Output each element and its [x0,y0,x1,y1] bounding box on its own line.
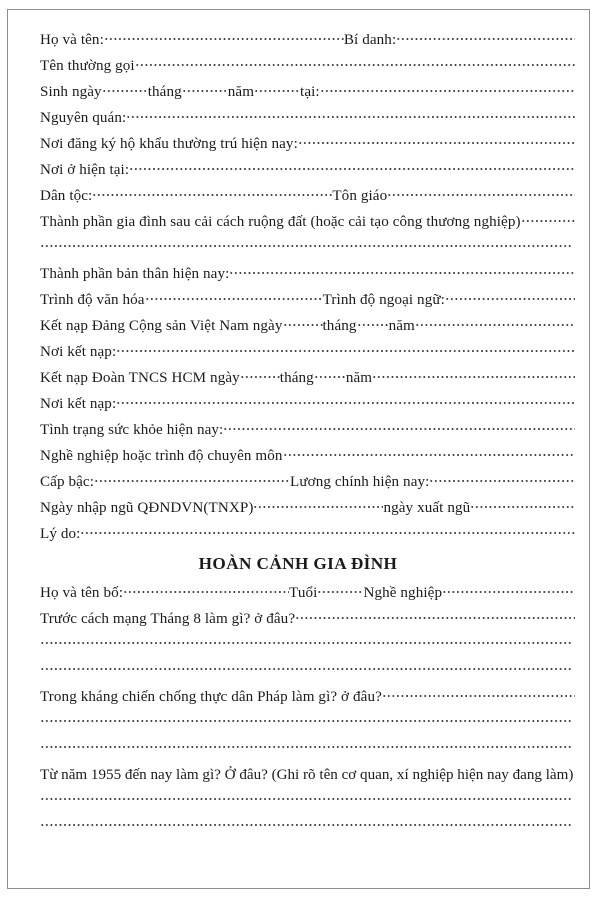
form-line-party-admission-date[interactable] [21,313,575,339]
field-label-before-august-revolution: Trước cách mạng Tháng 8 làm gì? ở đâu? [40,611,296,627]
field-label-birth-year: năm [227,84,255,100]
field-label-discharge-date: ngày xuất ngũ [383,500,471,516]
dotted-leader [40,235,573,251]
form-line-date-of-birth[interactable] [21,79,575,105]
dotted-leader [40,658,573,674]
field-label-common-name: Tên thường gọi [40,58,135,74]
form-line-ethnicity-religion[interactable] [21,183,575,209]
dotted-leader [80,523,575,538]
form-line-common-name[interactable] [21,53,575,79]
field-label-birth-day: Sinh ngày [40,84,102,100]
field-label-religion: Tôn giáo [332,188,388,204]
field-label-personal-class: Thành phần bản thân hiện nay: [40,266,230,282]
field-label-anti-french-resistance: Trong kháng chiến chống thực dân Pháp làm gì? ở đâu? [40,689,382,705]
field-label-enlistment-date: Ngày nhập ngũ QĐNDVN(TNXP) [40,500,254,516]
field-label-father-name: Họ và tên bố: [40,585,124,601]
field-label-reason: Lý do: [40,526,81,542]
dotted-leader [240,367,280,382]
form-line-youth-union-admission-date[interactable] [21,365,575,391]
dotted-leader [102,81,148,96]
dotted-leader [145,289,323,304]
dotted-leader [387,185,575,200]
form-line-anti-french-resistance[interactable] [21,684,575,710]
form-line-anti-french-resistance-continuation[interactable] [21,736,575,762]
dotted-leader [283,315,323,330]
dotted-leader [116,393,575,408]
dotted-leader [135,55,575,70]
dotted-leader [40,814,573,830]
field-label-rank: Cấp bậc: [40,474,95,490]
section-title-family-circumstances: HOÀN CẢNH GIA ĐÌNH [198,554,398,573]
form-line-since-1955-continuation[interactable] [21,814,575,840]
dotted-leader [182,81,228,96]
dotted-leader [40,736,573,752]
field-label-party-admission-day: Kết nạp Đảng Cộng sản Việt Nam ngày [40,318,283,334]
dotted-leader [429,471,575,486]
form-line-health-status[interactable] [21,417,575,443]
field-label-party-admission-year: năm [388,318,415,334]
dotted-leader [295,608,575,623]
field-label-party-admission-place: Nơi kết nạp: [40,344,117,360]
field-label-father-age: Tuổi [289,585,318,601]
form-line-current-address[interactable] [21,157,575,183]
field-label-education-level: Trình độ văn hóa [40,292,145,308]
field-label-health-status: Tình trạng sức khỏe hiện nay: [40,422,224,438]
document-sheet [8,10,589,888]
dotted-leader [314,367,346,382]
field-label-foreign-language-level: Trình độ ngoại ngữ: [322,292,445,308]
form-line-father-name[interactable] [21,580,575,606]
form-line-party-admission-place[interactable] [21,339,575,365]
dotted-leader [372,367,575,382]
field-label-hometown: Nguyên quán: [40,110,127,126]
dotted-leader [521,211,575,226]
field-label-birth-place: tại: [300,84,320,100]
field-label-permanent-residence: Nơi đăng ký hộ khẩu thường trú hiện nay: [40,136,298,152]
form-line-before-august-revolution[interactable] [21,606,575,632]
dotted-leader [126,107,575,122]
dotted-leader [317,582,363,597]
field-label-youth-union-year: năm [345,370,373,386]
form-line-personal-class[interactable] [21,261,575,287]
form-line-anti-french-resistance-continuation[interactable] [21,710,575,736]
form-line-military-service-dates[interactable] [21,495,575,521]
field-label-party-admission-month: tháng [322,318,357,334]
dotted-leader [382,686,575,701]
dotted-leader [129,159,575,174]
dotted-leader [123,582,289,597]
field-label-current-salary: Lương chính hiện nay: [290,474,430,490]
dotted-leader [40,788,573,804]
form-line-before-august-revolution-continuation[interactable] [21,632,575,658]
form-line-occupation[interactable] [21,443,575,469]
dotted-leader [298,133,575,148]
field-label-youth-union-month: tháng [279,370,314,386]
field-label-occupation: Nghề nghiệp hoặc trình độ chuyên môn [40,448,283,464]
dotted-leader [470,497,575,512]
field-label-family-class: Thành phần gia đình sau cải cách ruộng đất (hoặc cải tạo công thương nghiệp) [40,214,521,230]
dotted-leader [283,445,575,460]
form-line-youth-union-admission-place[interactable] [21,391,575,417]
form-line-family-class[interactable] [21,209,575,235]
dotted-leader [92,185,332,200]
field-label-alias: Bí danh: [343,32,397,48]
dotted-leader [357,315,389,330]
document-page [7,9,590,889]
dotted-leader [415,315,575,330]
form-line-hometown[interactable] [21,105,575,131]
dotted-leader [229,263,575,278]
form-line-rank-salary[interactable] [21,469,575,495]
dotted-leader [254,81,300,96]
dotted-leader [253,497,383,512]
form-line-before-august-revolution-continuation[interactable] [21,658,575,684]
dotted-leader [94,471,290,486]
field-label-ethnicity: Dân tộc: [40,188,93,204]
form-line-permanent-residence[interactable] [21,131,575,157]
dotted-leader [40,632,573,648]
form-line-education-language[interactable] [21,287,575,313]
form-line-since-1955-continuation[interactable] [21,788,575,814]
dotted-leader [116,341,575,356]
form-line-reason[interactable] [21,521,575,547]
field-label-full-name: Họ và tên: [40,32,104,48]
form-question-since-1955[interactable] [21,762,575,788]
field-label-birth-month: tháng [147,84,182,100]
dotted-leader [396,29,575,44]
dotted-leader [320,81,575,96]
dotted-leader [223,419,575,434]
field-label-since-1955: Từ năm 1955 đến nay làm gì? Ở đâu? (Ghi rõ tên cơ quan, xí nghiệp hiện nay đang làm) [40,767,574,783]
dotted-leader [442,582,575,597]
dotted-leader [40,710,573,726]
field-label-father-occupation: Nghề nghiệp [363,585,443,601]
dotted-leader [445,289,575,304]
dotted-leader [104,29,344,44]
form-line-full-name[interactable] [21,27,575,53]
field-label-youth-union-place: Nơi kết nạp: [40,396,117,412]
field-label-youth-union-day: Kết nạp Đoàn TNCS HCM ngày [40,370,240,386]
field-label-current-address: Nơi ở hiện tại: [40,162,130,178]
form-line-family-class-continuation[interactable] [21,235,575,261]
